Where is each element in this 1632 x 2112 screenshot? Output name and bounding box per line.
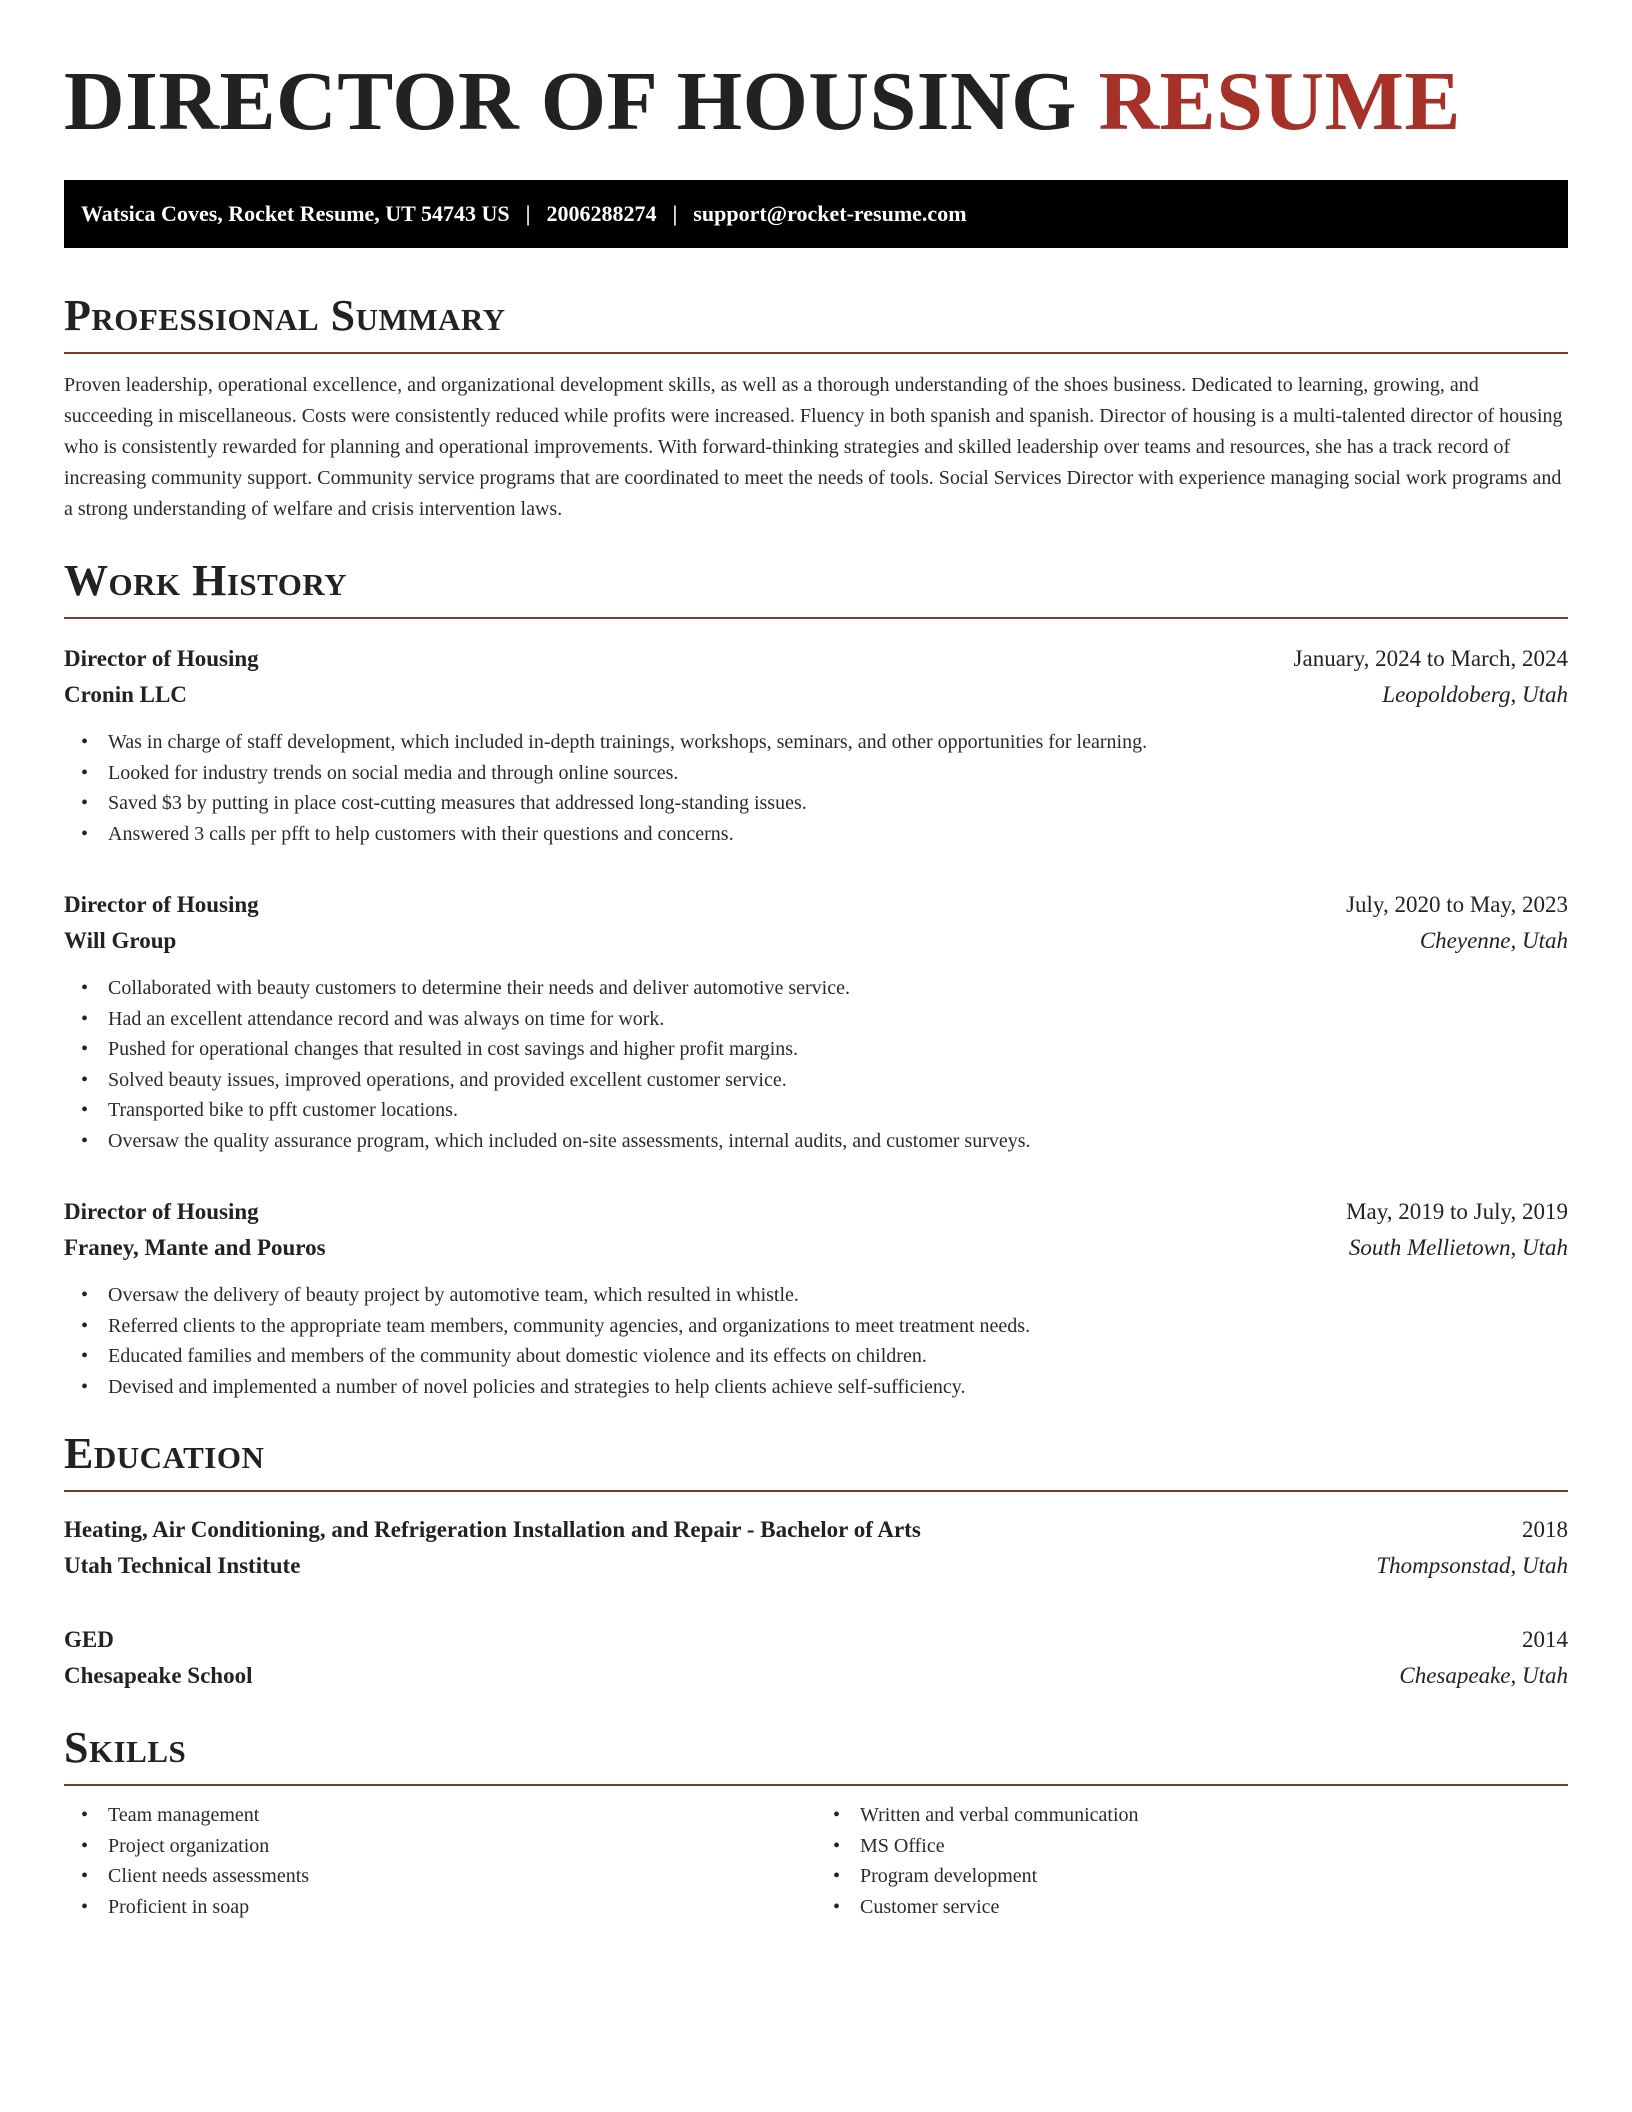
job-bullet-item: • Oversaw the delivery of beauty project by automotive team, which resulted in whistle. (108, 1280, 1568, 1311)
contact-separator: | (525, 201, 531, 226)
education-school: Utah Technical Institute (64, 1553, 301, 1578)
job-header-row (64, 1194, 1568, 1230)
job-company-row (64, 923, 1568, 959)
education-school-row (64, 1658, 1568, 1694)
education-header-row (64, 1512, 1568, 1548)
job-bullet-item: • Had an excellent attendance record and was always on time for work. (108, 1004, 1568, 1035)
job-bullet-item: • Was in charge of staff development, which included in-depth trainings, workshops, seminars, and other opportunities for learning. (108, 727, 1568, 758)
section-heading-skills: Skills (64, 1723, 187, 1772)
job-dates: May, 2019 to July, 2019 (1346, 1199, 1568, 1224)
job-bullet-item: • Oversaw the quality assurance program, which included on-site assessments, internal audits, and customer surveys. (108, 1126, 1568, 1157)
job-company: Cronin LLC (64, 682, 187, 707)
job-title: Director of Housing (64, 646, 259, 671)
job-entry (64, 641, 1568, 849)
section-divider (64, 352, 1568, 354)
skills-list-left (64, 1800, 816, 1922)
job-bullet-item: • Solved beauty issues, improved operations, and provided excellent customer service. (108, 1065, 1568, 1096)
job-title: Director of Housing (64, 892, 259, 917)
education-section (64, 1428, 1568, 1694)
work-history-section (64, 555, 1568, 1402)
job-bullets (64, 973, 1568, 1156)
jobs-list (64, 641, 1568, 1402)
section-divider (64, 1490, 1568, 1492)
education-degree: GED (64, 1627, 114, 1652)
job-company-row (64, 677, 1568, 713)
skill-item: • Proficient in soap (108, 1892, 816, 1923)
job-dates: January, 2024 to March, 2024 (1293, 646, 1568, 671)
job-company-row (64, 1230, 1568, 1266)
skill-item: • MS Office (860, 1831, 1568, 1862)
job-entry (64, 887, 1568, 1156)
summary-text: Proven leadership, operational excellence, and organizational development skills, as well as a thorough understanding of the shoes business. Dedicated to learning, growing, and succeeding in miscellaneous. Costs were consistently reduced while profits were increased. Fluency in both spanish and spanish. Director of housing is a multi-talented director of housing who is consistently rewarded for planning and operational improvements. With forward-thinking strategies and skilled leadership over teams and resources, she has a track record of increasing community support. Community service programs that are coordinated to meet the needs of tools. Social Services Director with experience managing social work programs and a strong understanding of welfare and crisis intervention laws. (64, 374, 1563, 520)
section-heading-education: Education (64, 1429, 265, 1478)
job-location: Cheyenne, Utah (1419, 928, 1568, 953)
skills-column-left (64, 1800, 816, 1922)
education-location: Thompsonstad, Utah (1376, 1553, 1568, 1578)
job-location: Leopoldoberg, Utah (1382, 682, 1568, 707)
resume-title (64, 52, 1568, 152)
skill-item: • Team management (108, 1800, 816, 1831)
section-heading-work-history: Work History (64, 556, 348, 605)
job-company: Franey, Mante and Pouros (64, 1235, 326, 1260)
skills-column-right (816, 1800, 1568, 1922)
job-location: South Mellietown, Utah (1348, 1235, 1568, 1260)
education-year: 2018 (1522, 1517, 1568, 1542)
skill-item: • Project organization (108, 1831, 816, 1862)
skill-item: • Program development (860, 1861, 1568, 1892)
contact-separator: | (672, 201, 678, 226)
job-bullet-item: • Educated families and members of the community about domestic violence and its effects on children. (108, 1341, 1568, 1372)
education-entry (64, 1622, 1568, 1694)
contact-email: support@rocket-resume.com (693, 201, 967, 226)
job-bullets (64, 1280, 1568, 1402)
section-divider (64, 1784, 1568, 1786)
section-divider (64, 617, 1568, 619)
job-entry (64, 1194, 1568, 1402)
job-company: Will Group (64, 928, 177, 953)
job-bullet-item: • Answered 3 calls per pfft to help customers with their questions and concerns. (108, 819, 1568, 850)
education-year: 2014 (1522, 1627, 1568, 1652)
job-bullet-item: • Pushed for operational changes that resulted in cost savings and higher profit margins. (108, 1034, 1568, 1065)
job-bullet-item: • Looked for industry trends on social media and through online sources. (108, 758, 1568, 789)
education-entry (64, 1512, 1568, 1584)
education-school: Chesapeake School (64, 1663, 253, 1688)
job-bullet-item: • Devised and implemented a number of novel policies and strategies to help clients achieve self-sufficiency. (108, 1372, 1568, 1403)
education-degree: Heating, Air Conditioning, and Refrigeration Installation and Repair - Bachelor of Arts (64, 1517, 921, 1542)
job-bullet-item: • Saved $3 by putting in place cost-cutting measures that addressed long-standing issues. (108, 788, 1568, 819)
job-bullet-item: • Referred clients to the appropriate team members, community agencies, and organizations to meet treatment needs. (108, 1311, 1568, 1342)
skills-grid (64, 1800, 1568, 1922)
education-header-row (64, 1622, 1568, 1658)
contact-bar (64, 180, 1568, 248)
skill-item: • Written and verbal communication (860, 1800, 1568, 1831)
section-heading-summary: Professional Summary (64, 291, 506, 340)
summary-section (64, 290, 1568, 525)
job-header-row (64, 887, 1568, 923)
title-accent: RESUME (1098, 55, 1461, 148)
contact-address: Watsica Coves, Rocket Resume, UT 54743 US (81, 201, 510, 226)
contact-phone: 2006288274 (546, 201, 657, 226)
skills-section (64, 1722, 1568, 1922)
job-dates: July, 2020 to May, 2023 (1346, 892, 1568, 917)
job-bullet-item: • Collaborated with beauty customers to determine their needs and deliver automotive service. (108, 973, 1568, 1004)
skill-item: • Client needs assessments (108, 1861, 816, 1892)
education-school-row (64, 1548, 1568, 1584)
job-bullet-item: • Transported bike to pfft customer locations. (108, 1095, 1568, 1126)
job-header-row (64, 641, 1568, 677)
skills-list-right (816, 1800, 1568, 1922)
job-bullets (64, 727, 1568, 849)
education-location: Chesapeake, Utah (1399, 1663, 1568, 1688)
education-list (64, 1512, 1568, 1694)
job-title: Director of Housing (64, 1199, 259, 1224)
skill-item: • Customer service (860, 1892, 1568, 1923)
title-main: DIRECTOR OF HOUSING (64, 55, 1077, 148)
